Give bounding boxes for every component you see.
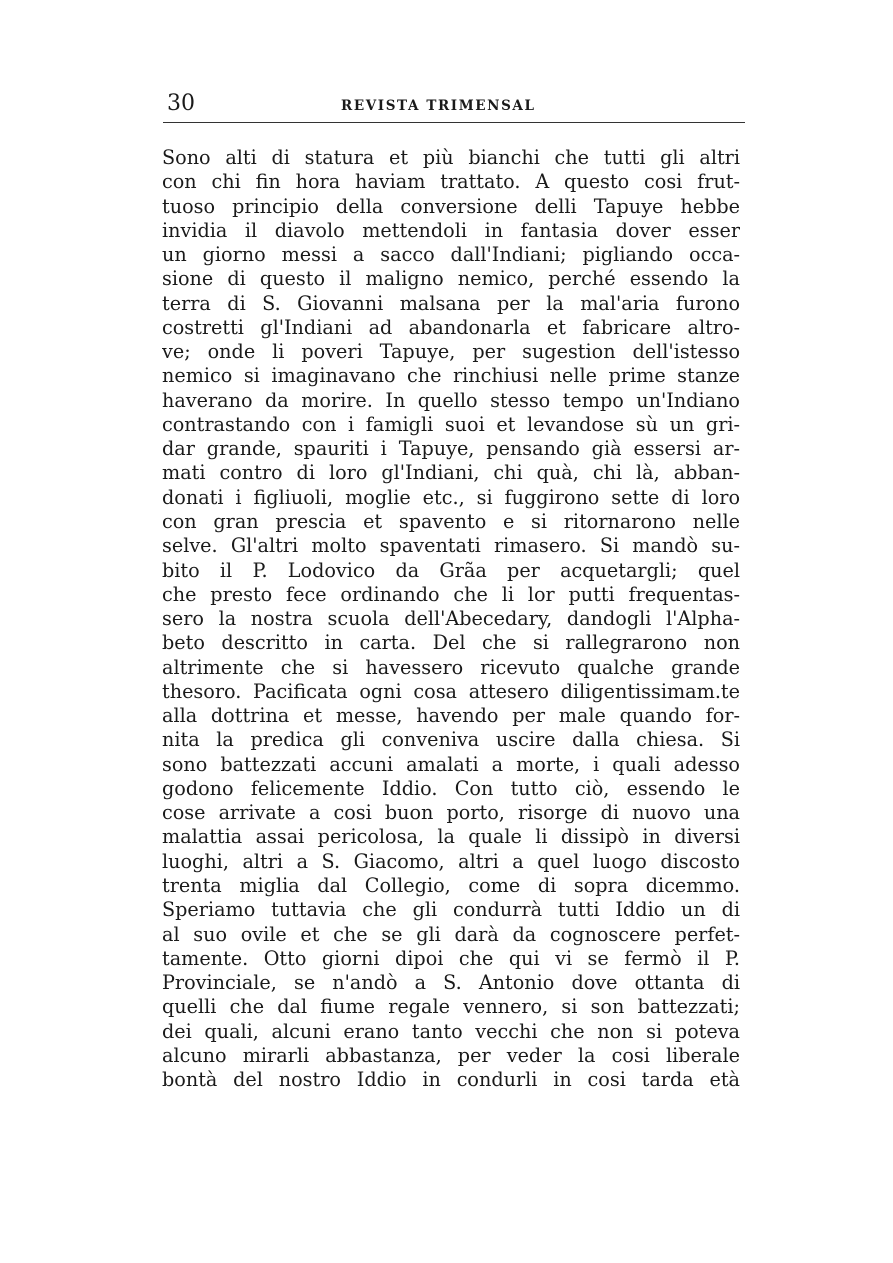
text-line: selve. Gl'altri molto spaventati rimasero. Si mandò su- [162,534,740,558]
text-line: al suo ovile et che se gli darà da cognoscere perfet- [162,922,740,946]
text-line: con chi fin hora haviam trattato. A questo cosi frut- [162,170,740,194]
text-line: nita la predica gli conveniva uscire dalla chiesa. Si [162,728,740,752]
text-line: Provinciale, se n'andò a S. Antonio dove ottanta di [162,971,740,995]
text-line: beto descritto in carta. Del che si rallegrarono non [162,631,740,655]
text-line: costretti gl'Indiani ad abandonarla et fabricare altro- [162,315,740,339]
text-line: Speriamo tuttavia che gli condurrà tutti Iddio un di [162,898,740,922]
page-header [163,92,745,120]
text-line: nemico si imaginavano che rinchiusi nelle prime stanze [162,364,740,388]
text-line: alla dottrina et messe, havendo per male quando for- [162,704,740,728]
text-line: bontà del nostro Iddio in condurli in cosi tarda età [162,1068,740,1092]
text-line: quelli che dal fiume regale vennero, si son battezzati; [162,995,740,1019]
text-line: terra di S. Giovanni malsana per la mal'aria furono [162,291,740,315]
text-line: tamente. Otto giorni dipoi che qui vi se fermò il P. [162,946,740,970]
page-number: 30 [167,91,195,116]
text-line: cose arrivate a cosi buon porto, risorge di nuovo una [162,801,740,825]
text-line: contrastando con i famigli suoi et levandose sù un gri- [162,412,740,436]
text-line: mati contro di loro gl'Indiani, chi quà, chi là, abban- [162,461,740,485]
text-line: luoghi, altri a S. Giacomo, altri a quel luogo discosto [162,849,740,873]
text-line: Sono alti di statura et più bianchi che tutti gli altri [162,146,740,169]
text-line: dei quali, alcuni erano tanto vecchi che non si poteva [162,1019,740,1043]
text-line: che presto fece ordinando che li lor putti frequentas- [162,582,740,606]
text-line: haverano da morire. In quello stesso tempo un'Indiano [162,388,740,412]
text-line: altrimente che si havessero ricevuto qualche grande [162,655,740,679]
text-line: trenta miglia dal Collegio, come di sopra dicemmo. [162,873,740,897]
text-line: dar grande, spauriti i Tapuye, pensando già essersi ar- [162,437,740,461]
text-line: un giorno messi a sacco dall'Indiani; pigliando occa- [162,243,740,267]
text-line: thesoro. Pacificata ogni cosa attesero diligentissimam.te [162,679,740,703]
running-title: REVISTA TRIMENSAL [341,98,536,114]
text-line: alcuno mirarli abbastanza, per veder la cosi liberale [162,1043,740,1067]
text-line: malattia assai pericolosa, la quale li dissipò in diversi [162,825,740,849]
text-line: donati i figliuoli, moglie etc., si fuggirono sette di loro [162,485,740,509]
text-line: sione di questo il maligno nemico, perché essendo la [162,267,740,291]
text-line: tuoso principio della conversione delli Tapuye hebbe [162,194,740,218]
header-rule [163,122,745,123]
text-line: sero la nostra scuola dell'Abecedary, dandogli l'Alpha- [162,607,740,631]
text-line: godono felicemente Iddio. Con tutto ciò, essendo le [162,776,740,800]
body-text [162,146,740,1092]
text-line: invidia il diavolo mettendoli in fantasia dover esser [162,218,740,242]
text-line: bito il P. Lodovico da Grãa per acquetargli; quel [162,558,740,582]
text-line: sono battezzati accuni amalati a morte, i quali adesso [162,752,740,776]
text-line: ve; onde li poveri Tapuye, per sugestion dell'istesso [162,340,740,364]
text-line: con gran prescia et spavento e si ritornarono nelle [162,509,740,533]
